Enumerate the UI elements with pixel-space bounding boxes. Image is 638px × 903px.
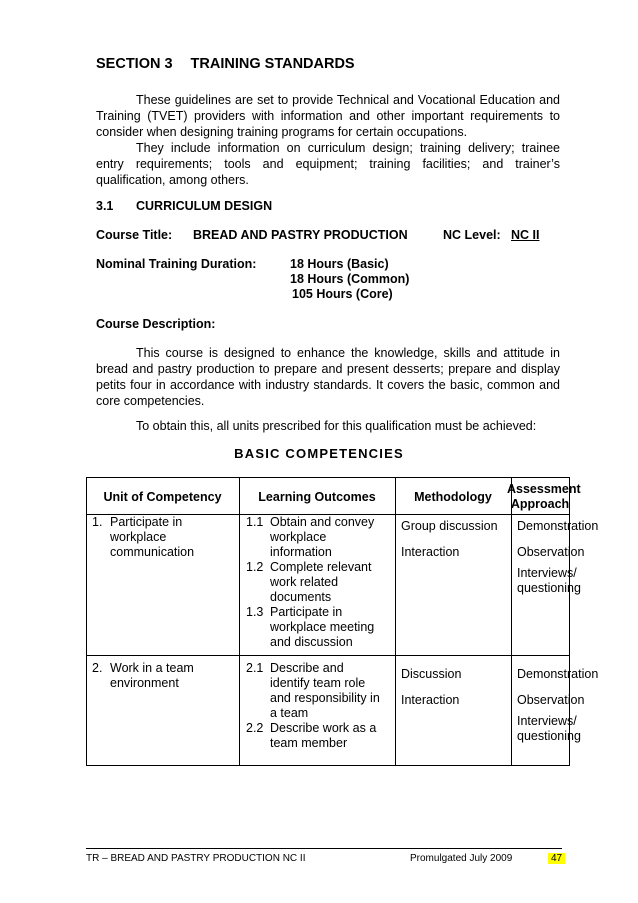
duration-common: 18 Hours (Common): [290, 272, 410, 286]
page-number: 47: [548, 853, 565, 864]
list-item: 1.1 Obtain and convey workplace information: [246, 515, 375, 559]
footer-promulgated: Promulgated July 2009: [410, 853, 513, 864]
table-row-1-methodology: Group discussion Interaction: [401, 519, 498, 559]
competency-table: [86, 477, 599, 766]
table-row-2-assessment: Demonstration Observation Interviews/ questioning: [517, 667, 599, 743]
course-description: This course is designed to enhance the knowledge, skills and attitude in bread and pastry production to prepare and present desserts; prepare and display petits four in accordance with industry standards. It covers the basic, common and core competencies.: [96, 346, 560, 408]
subsection-title: CURRICULUM DESIGN: [136, 199, 273, 213]
course-title-value: BREAD AND PASTRY PRODUCTION: [193, 228, 408, 242]
nc-level-label: NC Level:: [443, 228, 501, 242]
table-row-2-outcomes: [246, 661, 392, 751]
course-requirement: To obtain this, all units prescribed for this qualification must be achieved:: [136, 419, 537, 433]
nc-level-value: NC II: [511, 228, 540, 242]
table-row-1-unit: 1. Participate in workplace communication: [92, 515, 195, 559]
header-unit: Unit of Competency: [103, 490, 222, 504]
section-number: SECTION 3: [96, 56, 173, 72]
section-title: TRAINING STANDARDS: [190, 56, 355, 72]
list-item: 1.3 Participate in workplace meeting and discussion: [246, 605, 375, 649]
section-heading: [96, 56, 355, 72]
duration-core: 105 Hours (Core): [292, 287, 393, 301]
course-title-label: Course Title:: [96, 228, 173, 242]
course-description-label: Course Description:: [96, 317, 216, 331]
header-assessment: Assessment Approach: [507, 482, 581, 511]
header-methodology: Methodology: [414, 490, 492, 504]
list-item: 1.2 Complete relevant work related documents: [246, 560, 372, 604]
table-row-2-unit: 2. Work in a team environment: [92, 661, 194, 690]
header-outcomes: Learning Outcomes: [258, 490, 376, 504]
basic-competencies-banner: BASIC COMPETENCIES: [234, 446, 404, 461]
footer-title: TR – BREAD AND PASTRY PRODUCTION NC II: [86, 853, 306, 864]
list-item: 2.2 Describe work as a team member: [246, 721, 377, 750]
table-row-1-outcomes: [246, 515, 392, 650]
intro-paragraph-2: They include information on curriculum design; training delivery; trainee entry requirements; tools and equipment; training facilities; and trainer’s qualification, among others.: [96, 141, 560, 187]
footer-rule: [86, 848, 562, 849]
table-row-1-assessment: Demonstration Observation Interviews/ questioning: [517, 519, 599, 595]
subsection-number: 3.1: [96, 199, 114, 213]
table-row-2-methodology: Discussion Interaction: [401, 667, 462, 707]
intro-paragraph-1: These guidelines are set to provide Technical and Vocational Education and Training (TVET) providers with information and other important requirements to consider when designing training programs for certain occupations.: [96, 93, 560, 139]
list-item: 2.1 Describe and identify team role and responsibility in a team: [246, 661, 380, 720]
duration-label: Nominal Training Duration:: [96, 257, 257, 271]
duration-basic: 18 Hours (Basic): [290, 257, 389, 271]
